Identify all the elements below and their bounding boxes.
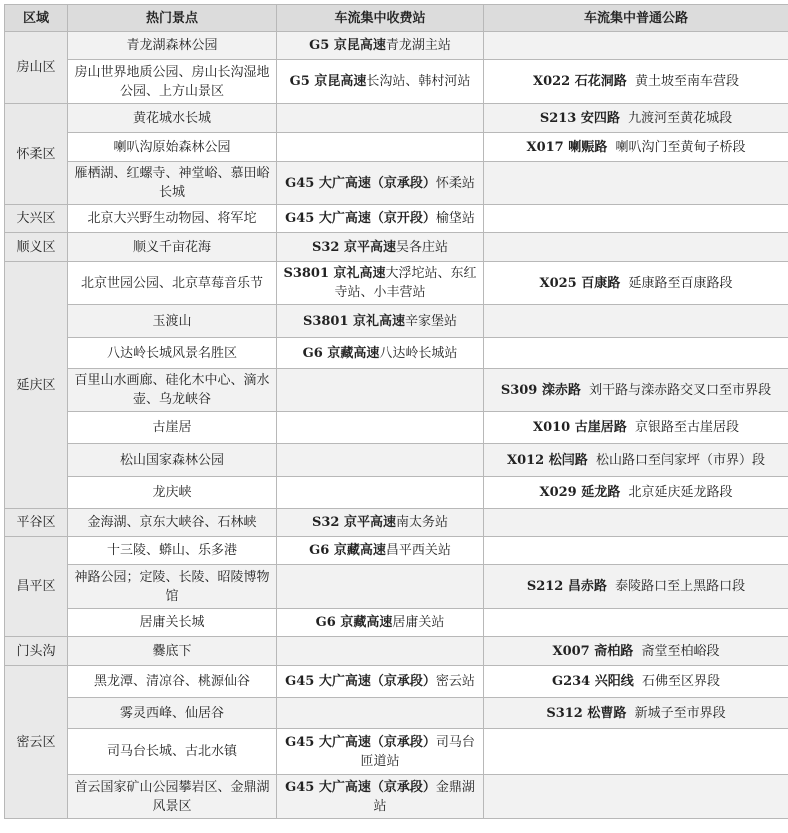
toll-cell (277, 509, 484, 537)
road-cell (484, 104, 788, 133)
road-cell (484, 32, 788, 60)
table-row (5, 412, 788, 444)
road-code: X007 斋柏路 (552, 643, 634, 659)
spot-label: 金海湖、京东大峡谷、石林峡 (87, 515, 257, 530)
road-cell (484, 729, 788, 775)
toll-cell (277, 412, 484, 444)
spot-label: 房山世界地质公园、房山长沟湿地公园、上方山景区 (74, 64, 270, 99)
spot-label: 爨底下 (152, 643, 192, 659)
toll-highway-code: S32 京平高速 (311, 239, 396, 255)
road-section: 九渡河至黄花城段 (628, 110, 733, 126)
region-cell (5, 537, 68, 637)
spot-label: 雁栖湖、红螺寺、神堂峪、慕田峪长城 (74, 166, 270, 200)
spot-label: 居庸关长城 (139, 615, 205, 630)
road-code: G234 兴阳线 (551, 674, 634, 689)
traffic-table (4, 4, 788, 819)
spot-label: 北京大兴野生动物园、将军坨 (87, 211, 257, 226)
toll-cell (277, 637, 484, 666)
region-label: 顺义区 (16, 239, 56, 255)
region-label: 门头沟 (16, 643, 56, 659)
spot-label: 顺义千亩花海 (132, 239, 211, 255)
table-row (5, 60, 788, 104)
table-row (5, 666, 788, 698)
spot-cell (68, 537, 277, 565)
spot-label: 八达岭长城风景名胜区 (106, 345, 237, 361)
road-cell (484, 537, 788, 565)
road-section: 北京延庆延龙路段 (628, 485, 733, 500)
road-cell (484, 338, 788, 369)
toll-station-name: 吴各庄站 (396, 239, 449, 255)
road-section: 延康路至百康路段 (628, 275, 733, 291)
table-row (5, 262, 788, 305)
toll-station-name: 大浮坨站、东红寺站、小丰营站 (334, 266, 477, 300)
spot-label: 司马台长城、古北水镇 (106, 744, 237, 759)
table-row (5, 338, 788, 369)
spot-label: 黑龙潭、清凉谷、桃源仙谷 (93, 674, 250, 689)
spot-cell (68, 729, 277, 775)
toll-cell (277, 262, 484, 305)
spot-label: 十三陵、蟒山、乐多港 (106, 543, 237, 558)
road-code: X010 古崖居路 (532, 420, 627, 435)
road-cell (484, 412, 788, 444)
toll-cell (277, 698, 484, 729)
toll-highway-code: G45 大广高速（京承段） (285, 779, 436, 795)
table-row (5, 729, 788, 775)
road-cell (484, 233, 788, 262)
road-section: 泰陵路口至上黑路口段 (615, 579, 746, 594)
toll-station-name: 怀柔站 (435, 175, 475, 191)
table-row (5, 162, 788, 205)
toll-highway-code: G45 大广高速（京承段） (285, 175, 436, 191)
spot-label: 雾灵西峰、仙居谷 (119, 705, 224, 721)
road-cell (484, 162, 788, 205)
toll-station-name: 南太务站 (396, 515, 449, 530)
toll-highway-code: S32 京平高速 (311, 515, 396, 530)
table-row (5, 305, 788, 338)
spot-label: 松山国家森林公园 (119, 452, 224, 468)
region-label: 房山区 (16, 60, 56, 75)
road-cell (484, 775, 788, 819)
toll-highway-code: G45 大广高速（京承段） (285, 674, 436, 689)
road-cell (484, 60, 788, 104)
road-section: 新城子至市界段 (634, 705, 726, 721)
spot-cell (68, 32, 277, 60)
spot-label: 黄花城水长城 (132, 110, 211, 126)
spot-cell (68, 444, 277, 477)
toll-highway-code: G6 京藏高速 (309, 543, 386, 558)
spot-label: 龙庆峡 (152, 485, 192, 500)
road-cell (484, 609, 788, 637)
road-cell (484, 477, 788, 509)
spot-cell (68, 162, 277, 205)
road-code: S309 滦赤路 (500, 382, 581, 398)
road-section: 喇叭沟门至黄甸子桥段 (615, 139, 746, 155)
toll-cell (277, 666, 484, 698)
spot-cell (68, 338, 277, 369)
toll-highway-code: S3801 京礼高速 (283, 266, 386, 281)
road-cell (484, 205, 788, 233)
table-row (5, 233, 788, 262)
spot-cell (68, 412, 277, 444)
spot-label: 神路公园；定陵、长陵、昭陵博物馆 (74, 569, 270, 604)
road-cell (484, 369, 788, 412)
table-row (5, 444, 788, 477)
spot-cell (68, 233, 277, 262)
road-cell (484, 305, 788, 338)
road-cell (484, 509, 788, 537)
toll-station-name: 八达岭长城站 (379, 345, 458, 361)
toll-cell (277, 60, 484, 104)
toll-highway-code: G45 大广高速（京承段） (285, 734, 436, 750)
toll-cell (277, 104, 484, 133)
table-row (5, 775, 788, 819)
toll-cell (277, 205, 484, 233)
toll-station-name: 昌平西关站 (385, 543, 451, 558)
road-cell (484, 637, 788, 666)
table-row (5, 205, 788, 233)
toll-highway-code: G5 京昆高速 (289, 74, 367, 89)
road-code: S212 昌赤路 (526, 579, 607, 594)
spot-cell (68, 305, 277, 338)
region-cell (5, 666, 68, 819)
spot-cell (68, 60, 277, 104)
spot-cell (68, 262, 277, 305)
road-code: S312 松曹路 (546, 705, 627, 721)
table-header-row (5, 5, 788, 32)
road-cell (484, 262, 788, 305)
toll-station-name: 密云站 (435, 674, 475, 689)
toll-highway-code: G5 京昆高速 (309, 38, 386, 53)
spot-label: 首云国家矿山公园攀岩区、金鼎湖风景区 (74, 779, 270, 814)
road-code: X029 延龙路 (539, 485, 621, 500)
road-cell (484, 133, 788, 162)
spot-label: 喇叭沟原始森林公园 (113, 139, 231, 155)
road-code: X012 松闫路 (506, 452, 588, 468)
spot-cell (68, 133, 277, 162)
region-cell (5, 205, 68, 233)
spot-label: 玉渡山 (152, 313, 192, 329)
road-code: X025 百康路 (539, 275, 621, 291)
toll-cell (277, 609, 484, 637)
region-label: 平谷区 (16, 515, 56, 530)
region-label: 大兴区 (16, 211, 56, 226)
region-label: 密云区 (16, 734, 56, 750)
region-cell (5, 637, 68, 666)
spot-cell (68, 775, 277, 819)
table-row (5, 565, 788, 609)
header-spot: 热门景点 (68, 5, 277, 32)
spot-cell (68, 509, 277, 537)
spot-cell (68, 565, 277, 609)
toll-cell (277, 133, 484, 162)
toll-station-name: 长沟站、韩村河站 (366, 74, 471, 89)
spot-label: 青龙湖森林公园 (126, 38, 218, 53)
road-cell (484, 698, 788, 729)
spot-label: 百里山水画廊、硅化木中心、滴水壶、乌龙峡谷 (74, 373, 270, 407)
toll-station-name: 青龙湖主站 (385, 38, 451, 53)
spot-cell (68, 609, 277, 637)
toll-station-name: 榆垡站 (435, 211, 475, 226)
road-section: 刘干路与滦赤路交叉口至市界段 (589, 382, 772, 398)
spot-cell (68, 666, 277, 698)
toll-cell (277, 338, 484, 369)
toll-cell (277, 32, 484, 60)
region-label: 昌平区 (16, 579, 56, 594)
toll-cell (277, 369, 484, 412)
spot-cell (68, 698, 277, 729)
road-cell (484, 444, 788, 477)
road-code: X022 石花洞路 (532, 74, 627, 89)
spot-label: 北京世园公园、北京草莓音乐节 (80, 275, 263, 291)
toll-cell (277, 565, 484, 609)
spot-cell (68, 637, 277, 666)
header-road: 车流集中普通公路 (484, 5, 788, 32)
toll-cell (277, 775, 484, 819)
toll-cell (277, 477, 484, 509)
road-section: 松山路口至闫家坪（市界）段 (596, 452, 766, 468)
spot-label: 古崖居 (152, 420, 192, 435)
toll-station-name: 金鼎湖站 (373, 779, 475, 814)
road-code: X017 喇赈路 (526, 139, 608, 155)
table-row (5, 537, 788, 565)
table-body (5, 32, 788, 819)
table-row (5, 369, 788, 412)
table-row (5, 698, 788, 729)
road-code: S213 安四路 (539, 110, 620, 126)
region-cell (5, 509, 68, 537)
region-cell (5, 104, 68, 205)
table-row (5, 104, 788, 133)
toll-station-name: 居庸关站 (392, 615, 445, 630)
toll-cell (277, 305, 484, 338)
toll-highway-code: G45 大广高速（京开段） (285, 211, 436, 226)
road-cell (484, 666, 788, 698)
toll-station-name: 辛家堡站 (405, 313, 458, 329)
table-row (5, 133, 788, 162)
toll-highway-code: G6 京藏高速 (315, 615, 393, 630)
spot-cell (68, 104, 277, 133)
header-toll: 车流集中收费站 (277, 5, 484, 32)
table-row (5, 509, 788, 537)
road-cell (484, 565, 788, 609)
table-row (5, 477, 788, 509)
toll-cell (277, 233, 484, 262)
toll-cell (277, 537, 484, 565)
spot-cell (68, 205, 277, 233)
road-section: 斋堂至柏峪段 (641, 643, 720, 659)
toll-cell (277, 729, 484, 775)
region-label: 延庆区 (16, 377, 56, 393)
toll-cell (277, 162, 484, 205)
region-cell (5, 262, 68, 509)
toll-highway-code: S3801 京礼高速 (302, 313, 406, 329)
toll-highway-code: G6 京藏高速 (302, 345, 380, 361)
table-row (5, 637, 788, 666)
table-row (5, 32, 788, 60)
road-section: 黄土坡至南车营段 (635, 74, 740, 89)
spot-cell (68, 477, 277, 509)
toll-cell (277, 444, 484, 477)
spot-cell (68, 369, 277, 412)
region-cell (5, 32, 68, 104)
table-row (5, 609, 788, 637)
road-section: 京银路至古崖居段 (635, 420, 740, 435)
header-region: 区域 (5, 5, 68, 32)
region-cell (5, 233, 68, 262)
road-section: 石佛至区界段 (642, 674, 721, 689)
region-label: 怀柔区 (16, 146, 56, 162)
toll-station-name: 司马台匝道站 (360, 734, 475, 769)
